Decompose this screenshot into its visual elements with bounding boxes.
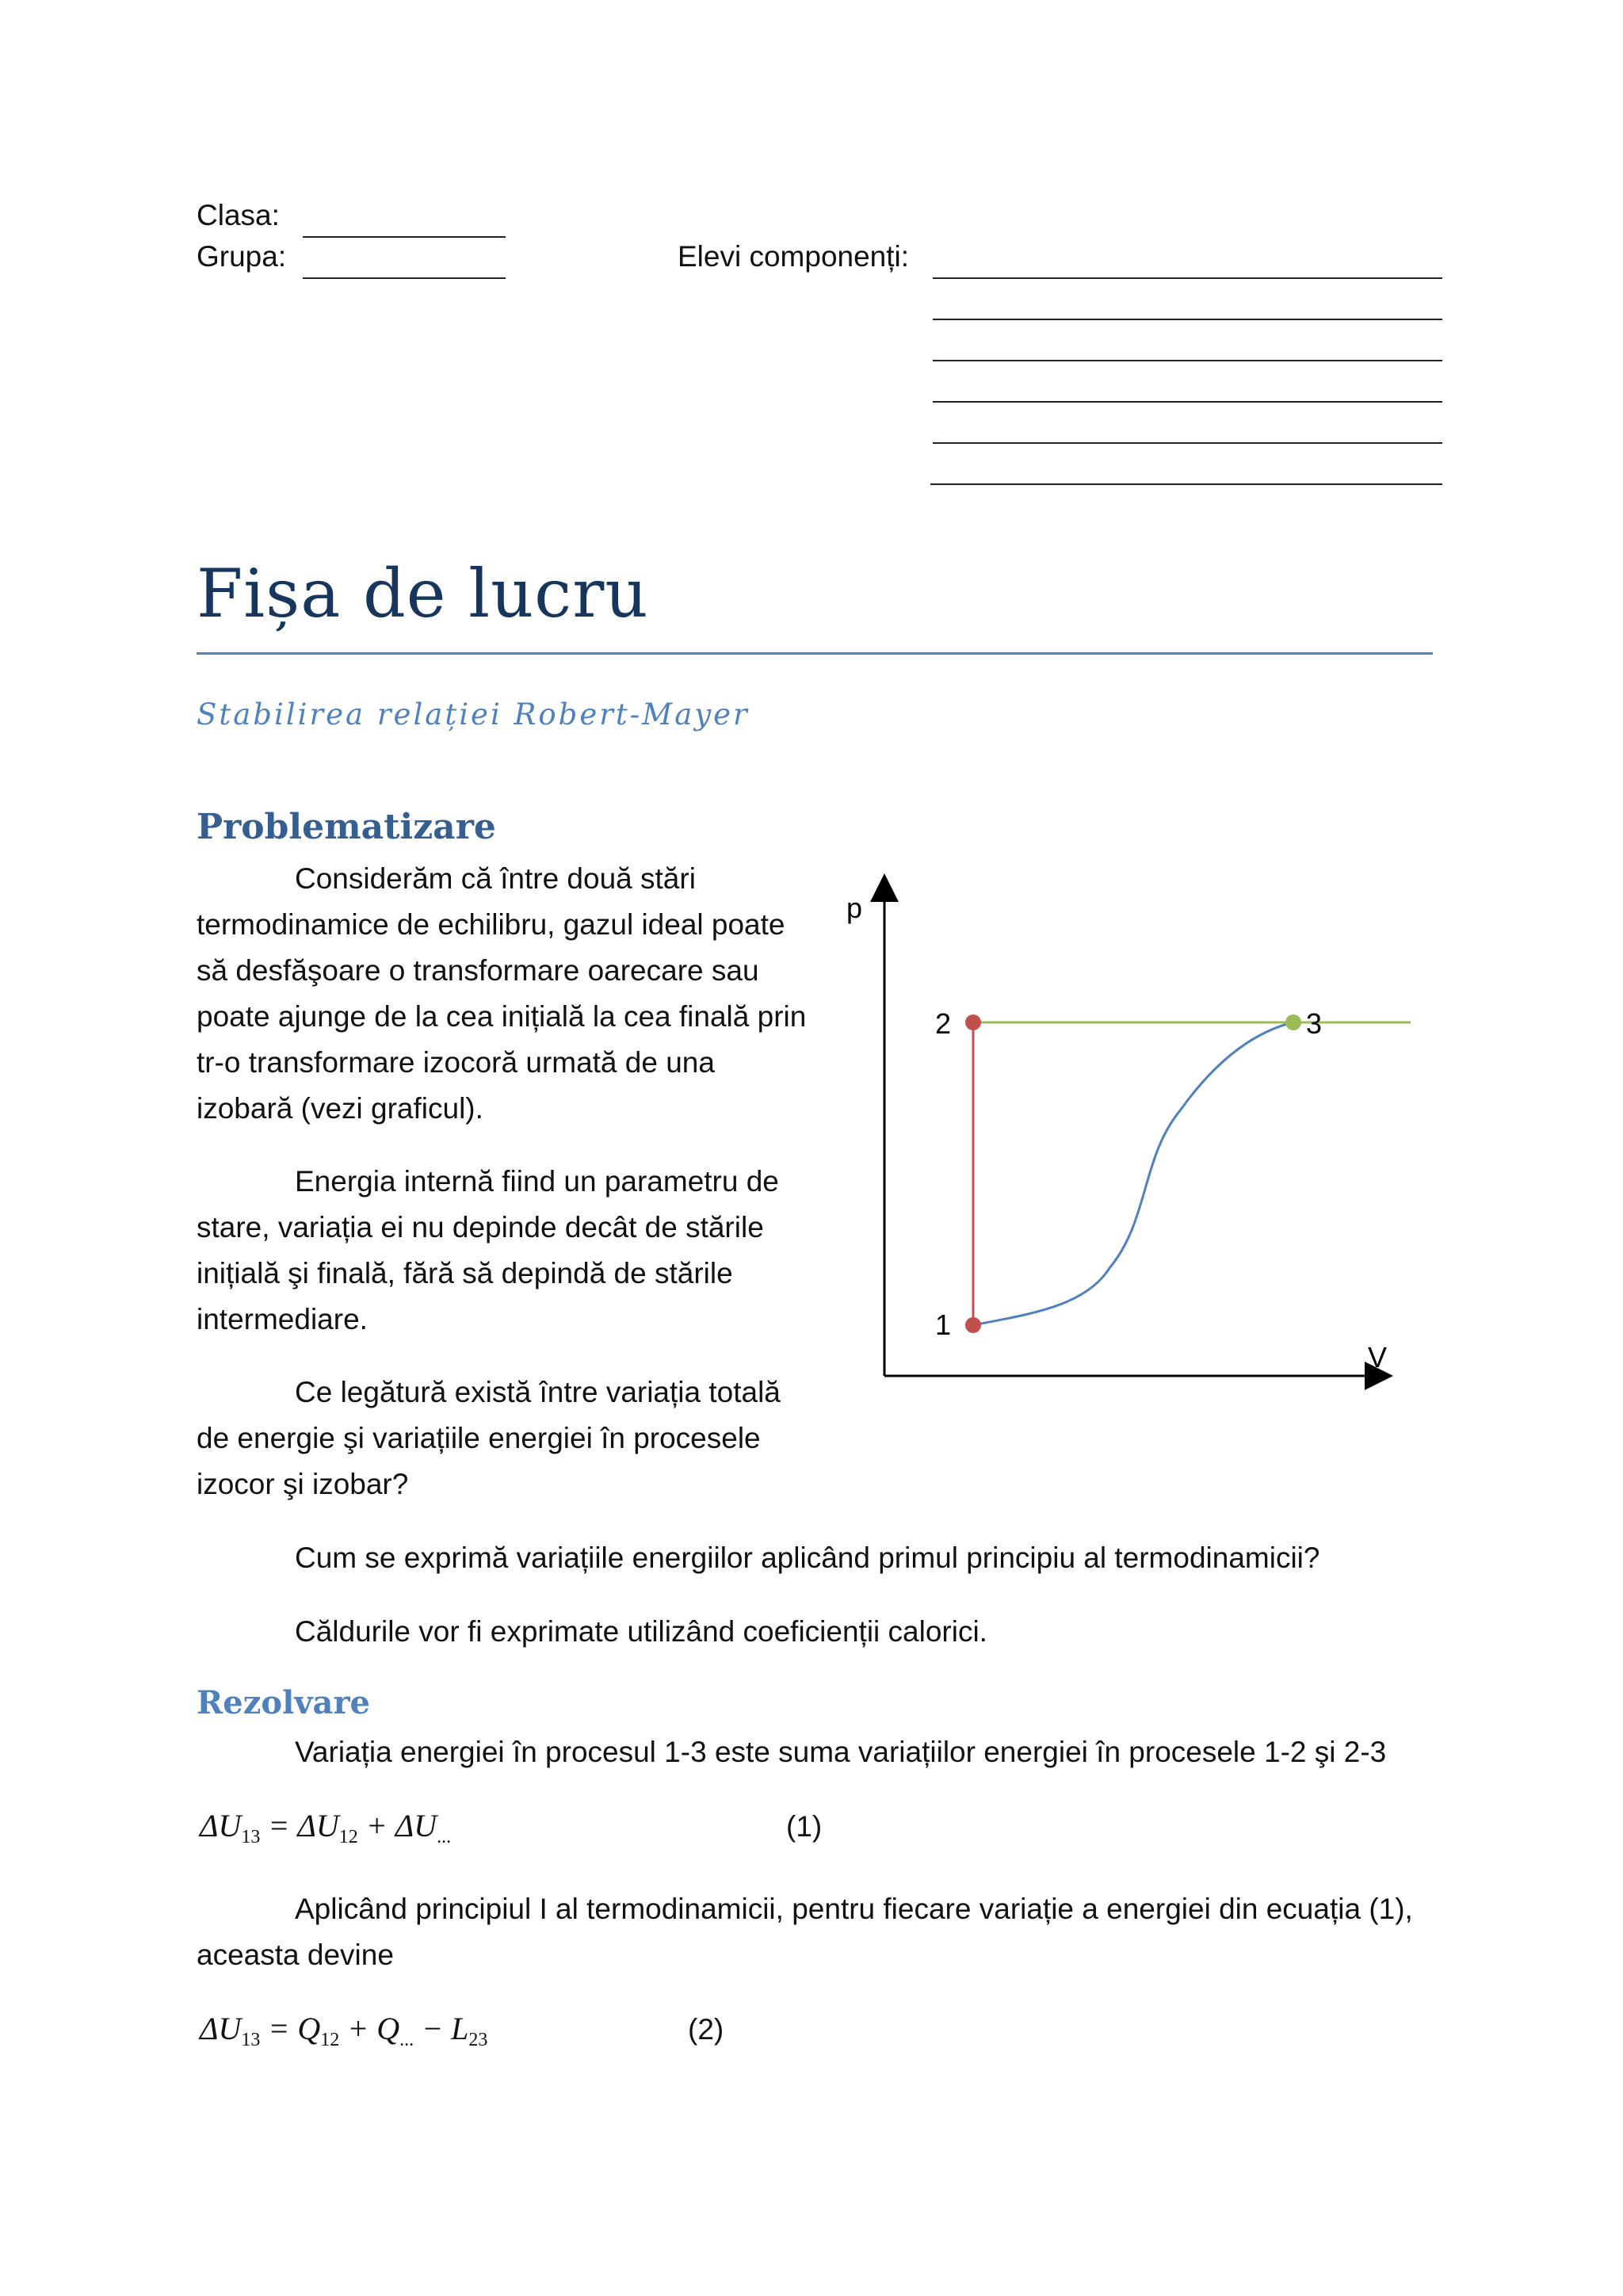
equation-1-number: (1) xyxy=(786,1810,823,1843)
point-label-3: 3 xyxy=(1306,1007,1323,1040)
paragraph: Ce legătură există între variația totală de energie şi variațiile energiei în procesele izocor şi izobar? xyxy=(197,1376,781,1500)
grupa-label: Grupa: xyxy=(197,240,287,273)
paragraph: Considerăm că între două stări termodinamice de echilibru, gazul ideal poate să desfăşoare o transformare oarecare sau poate ajunge de la cea inițială la cea finală prin tr-o transformare izocoră urmată de una izobară (vezi graficul). xyxy=(197,862,807,1125)
title-divider xyxy=(197,652,1433,655)
elev-field[interactable] xyxy=(933,401,1442,403)
grupa-field[interactable] xyxy=(303,277,506,279)
elev-field[interactable] xyxy=(933,442,1442,444)
elev-field[interactable] xyxy=(933,277,1442,279)
elevi-label: Elevi componenți: xyxy=(678,240,910,273)
state-3-point xyxy=(1285,1014,1301,1030)
point-label-2: 2 xyxy=(935,1007,952,1040)
pv-diagram xyxy=(824,872,1411,1395)
equation-2-number: (2) xyxy=(688,2013,724,2046)
state-1-point xyxy=(965,1317,981,1333)
paragraph: Variația energiei în procesul 1-3 este suma variațiilor energiei în procesele 1-2 şi 2-3 xyxy=(295,1736,1387,1768)
elev-field[interactable] xyxy=(933,319,1442,320)
paragraph: Energia internă fiind un parametru de stare, variația ei nu depinde decât de stările inițială şi finală, fără să depindă de stările intermediare. xyxy=(197,1165,779,1335)
section-heading-problematizare: Problematizare xyxy=(197,807,496,847)
equation-2: $\Delta U_{13} = Q_{12} + Q_{...} - L_{23}$ xyxy=(200,2011,488,2050)
section-heading-rezolvare: Rezolvare xyxy=(197,1684,370,1721)
paragraph: Cum se exprimă variațiile energiilor aplicând primul principiu al termodinamicii? xyxy=(295,1541,1320,1574)
state-2-point xyxy=(965,1014,981,1030)
arbitrary-process-curve xyxy=(973,1022,1293,1325)
point-label-1: 1 xyxy=(935,1308,952,1341)
paragraph: Căldurile vor fi exprimate utilizând coeficienții calorici. xyxy=(295,1615,987,1648)
v-axis-label: V xyxy=(1368,1341,1388,1373)
p-axis-label: p xyxy=(846,892,863,924)
elev-field[interactable] xyxy=(930,483,1442,485)
elev-field[interactable] xyxy=(933,360,1442,361)
clasa-field[interactable] xyxy=(303,236,506,238)
clasa-label: Clasa: xyxy=(197,199,280,231)
equation-1: $\Delta U_{13} = \Delta U_{12} + \Delta U_{...}$ xyxy=(200,1808,452,1847)
page-subtitle: Stabilirea relației Robert-Mayer xyxy=(197,697,750,732)
paragraph: Aplicând principiul I al termodinamicii, pentru fiecare variație a energiei din ecuația (1), aceasta devine xyxy=(197,1893,1413,1971)
page-title: Fișa de lucru xyxy=(197,555,649,632)
